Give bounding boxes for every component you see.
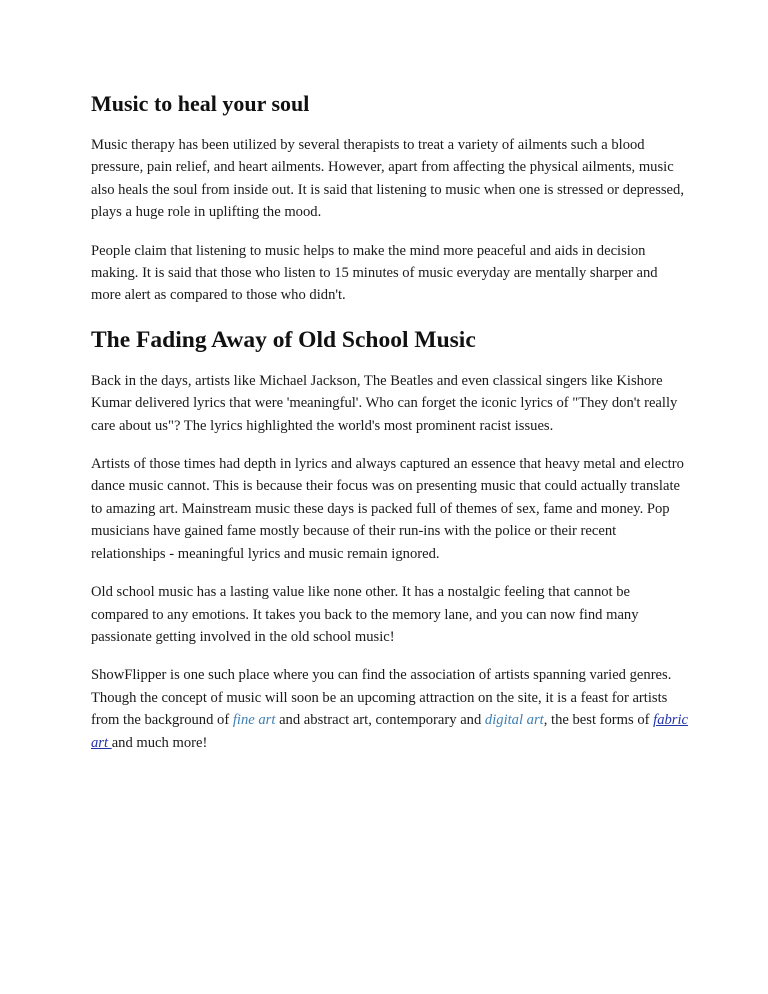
paragraph-artists-depth: Artists of those times had depth in lyrics and always captured an essence that heavy metal and electro dance music cannot. This is because their focus was on presenting music that could actually translate to amazing art. Mainstream music these days is packed full of themes of sex, fame and money. Pop musicians have gained fame mostly because of their run-ins with the police or their recent relationships - meaningful lyrics and music remain ignored. [91, 456, 684, 562]
showflipper-text-2: and abstract art, contemporary and [275, 712, 485, 729]
heading-music-heal-soul: Music to heal your soul [91, 91, 310, 116]
paragraph-old-school-value: Old school music has a lasting value like none other. It has a nostalgic feeling that cannot be compared to any emotions. It takes you back to the memory lane, and you can now find many passionate getting involved in the old school music! [91, 584, 639, 645]
showflipper-text-3: , the best forms of [543, 712, 654, 729]
paragraph-listening-benefits: People claim that listening to music helps to make the mind more peaceful and aids in decision making. It is said that those who listen to 15 minutes of music everyday are mentally sharper and more alert as compared to those who didn't. [91, 242, 658, 304]
digital-art-link[interactable]: digital art [484, 712, 544, 729]
fine-art-link[interactable]: fine art [232, 712, 276, 729]
showflipper-text-4: and much more! [111, 734, 208, 751]
paragraph-showflipper [91, 664, 691, 754]
paragraph-back-in-the-days: Back in the days, artists like Michael Jackson, The Beatles and even classical singers like Kishore Kumar delivered lyrics that were 'meaningful'. Who can forget the iconic lyrics of "They don't really care about us"? The lyrics highlighted the world's most prominent racist issues. [91, 372, 678, 434]
showflipper-text-1: ShowFlipper is one such place where you can find the association of artists spanning varied genres. Though the concept of music will soon be an upcoming attraction on the site, it is a feast for artists from the background of [91, 667, 672, 729]
paragraph-music-therapy: Music therapy has been utilized by several therapists to treat a variety of ailments such a blood pressure, pain relief, and heart ailments. However, apart from affecting the physical ailments, music also heals the soul from inside out. It is said that listening to music when one is stressed or depressed, plays a huge role in uplifting the mood. [91, 137, 684, 221]
fabric-art-link[interactable]: fabric art [91, 712, 689, 751]
document-page [91, 88, 691, 770]
heading-fading-old-school: The Fading Away of Old School Music [91, 326, 476, 353]
